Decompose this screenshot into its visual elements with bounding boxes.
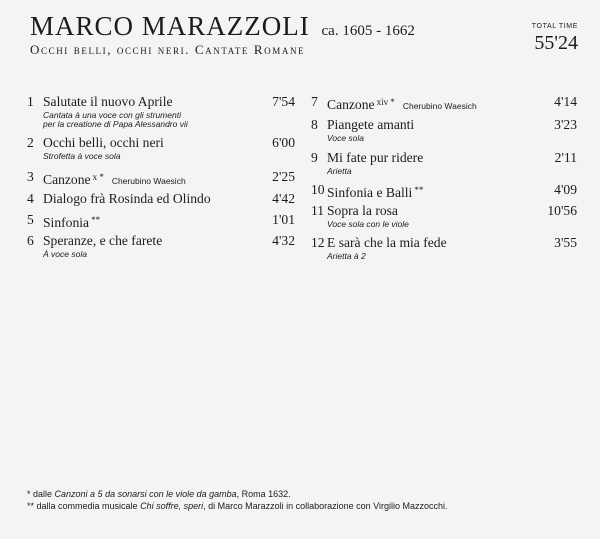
- album-subtitle: Occhi belli, occhi neri. Cantate Romane: [30, 42, 306, 57]
- track-title-text: Canzone: [43, 172, 91, 187]
- track-note: Voce sola: [327, 133, 365, 143]
- track-item: [311, 115, 577, 144]
- track-number: 10: [311, 182, 325, 197]
- track-title-text: Salutate il nuovo Aprile: [43, 94, 173, 109]
- track-title-text: Mi fate pur ridere: [327, 150, 424, 165]
- track-duration: 1'01: [272, 212, 295, 227]
- track-item: [311, 180, 577, 200]
- footnote-1-suffix: , Roma 1632.: [236, 489, 291, 499]
- track-title-text: Dialogo frà Rosinda ed Olindo: [43, 191, 211, 206]
- track-title-text: E sarà che la mia fede: [327, 235, 447, 250]
- footnote-2-prefix: ** dalla commedia musicale: [27, 501, 141, 511]
- tracklist-right-column: [311, 92, 577, 262]
- track-number: 11: [311, 203, 325, 218]
- track-row: [311, 92, 577, 112]
- track-item: [311, 201, 577, 230]
- track-title-text: Canzone: [327, 97, 375, 112]
- track-item: [27, 210, 295, 230]
- track-number: 2: [27, 135, 34, 150]
- track-title: [43, 133, 164, 153]
- track-title-text: Sinfonia e Balli: [327, 185, 413, 200]
- track-performer: Cherubino Waesich: [111, 176, 186, 186]
- track-title-text: Sinfonia: [43, 215, 90, 230]
- track-duration: 3'23: [554, 117, 577, 132]
- track-row: [27, 92, 295, 112]
- footnote-double-asterisk: [27, 500, 448, 512]
- track-row: [27, 210, 295, 230]
- track-duration: 3'55: [554, 235, 577, 250]
- track-title: [43, 210, 100, 233]
- composer-name: MARCO MARAZZOLI: [30, 11, 310, 41]
- track-number: 6: [27, 233, 34, 248]
- footnote-1-prefix: * dalle: [27, 489, 55, 499]
- track-note: Strofetta à voce sola: [43, 151, 121, 161]
- track-duration: 4'32: [272, 233, 295, 248]
- track-item: [27, 167, 295, 187]
- track-performer: Cherubino Waesich: [402, 101, 477, 111]
- track-item: [27, 231, 295, 260]
- track-title-text: Speranze, e che farete: [43, 233, 163, 248]
- track-note: À voce sola: [43, 249, 87, 259]
- track-duration: 2'25: [272, 169, 295, 184]
- track-title: [327, 233, 447, 253]
- track-item: [27, 92, 295, 130]
- track-row: [311, 180, 577, 200]
- track-duration: 6'00: [272, 135, 295, 150]
- track-row: [27, 167, 295, 187]
- track-row: [311, 201, 577, 221]
- track-duration: 4'09: [554, 182, 577, 197]
- track-mark: **: [91, 215, 101, 225]
- track-row: [27, 189, 295, 209]
- track-title: [43, 189, 211, 209]
- track-number: 5: [27, 212, 34, 227]
- total-time-value: 55'24: [534, 32, 578, 54]
- footnotes: [27, 488, 448, 512]
- track-mark: x *: [92, 172, 104, 182]
- track-row: [27, 133, 295, 153]
- track-title-text: Occhi belli, occhi neri: [43, 135, 164, 150]
- tracklist-left-column: [27, 92, 295, 260]
- track-mark: **: [414, 185, 424, 195]
- track-title: [327, 180, 423, 203]
- track-title: [327, 92, 477, 116]
- track-title: [327, 148, 423, 168]
- track-number: 12: [311, 235, 325, 250]
- track-duration: 4'42: [272, 191, 295, 206]
- track-item: [311, 148, 577, 177]
- track-note: Arietta: [327, 166, 352, 176]
- track-row: [311, 148, 577, 168]
- track-title: [43, 231, 162, 251]
- track-note: Arietta à 2: [327, 251, 366, 261]
- footnote-1-work: Canzoni a 5 da sonarsi con le viole da gamba: [54, 489, 237, 499]
- track-row: [27, 231, 295, 251]
- track-duration: 7'54: [272, 94, 295, 109]
- track-item: [311, 233, 577, 262]
- track-number: 7: [311, 94, 318, 109]
- track-row: [311, 115, 577, 135]
- track-number: 8: [311, 117, 318, 132]
- footnote-2-work: Chi soffre, speri: [140, 501, 204, 511]
- total-time-label: TOTAL TIME: [531, 23, 578, 30]
- track-duration: 10'56: [547, 203, 577, 218]
- track-row: [311, 233, 577, 253]
- track-title-text: Sopra la rosa: [327, 203, 398, 218]
- track-number: 9: [311, 150, 318, 165]
- track-note: Voce sola con le viole: [327, 219, 409, 229]
- track-item: [27, 133, 295, 162]
- track-number: 3: [27, 169, 34, 184]
- track-number: 4: [27, 191, 34, 206]
- footnote-2-suffix: , di Marco Marazzoli in collaborazione con Virgilio Mazzocchi.: [203, 501, 448, 511]
- track-title-text: Piangete amanti: [327, 117, 415, 132]
- track-note: per la creatione di Papa Alessandro vii: [43, 119, 188, 129]
- track-note: Cantata à una voce con gli strumenti: [43, 110, 181, 120]
- composer-dates: ca. 1605 - 1662: [321, 23, 415, 39]
- track-number: 1: [27, 94, 34, 109]
- track-duration: 2'11: [554, 150, 577, 165]
- footnote-single-asterisk: [27, 488, 448, 500]
- track-duration: 4'14: [554, 94, 577, 109]
- track-title: [327, 201, 398, 221]
- track-title: [327, 115, 414, 135]
- track-title: [43, 167, 186, 191]
- track-item: [311, 92, 577, 112]
- track-title: [43, 92, 173, 112]
- track-mark: xiv *: [376, 97, 395, 107]
- track-item: [27, 189, 295, 209]
